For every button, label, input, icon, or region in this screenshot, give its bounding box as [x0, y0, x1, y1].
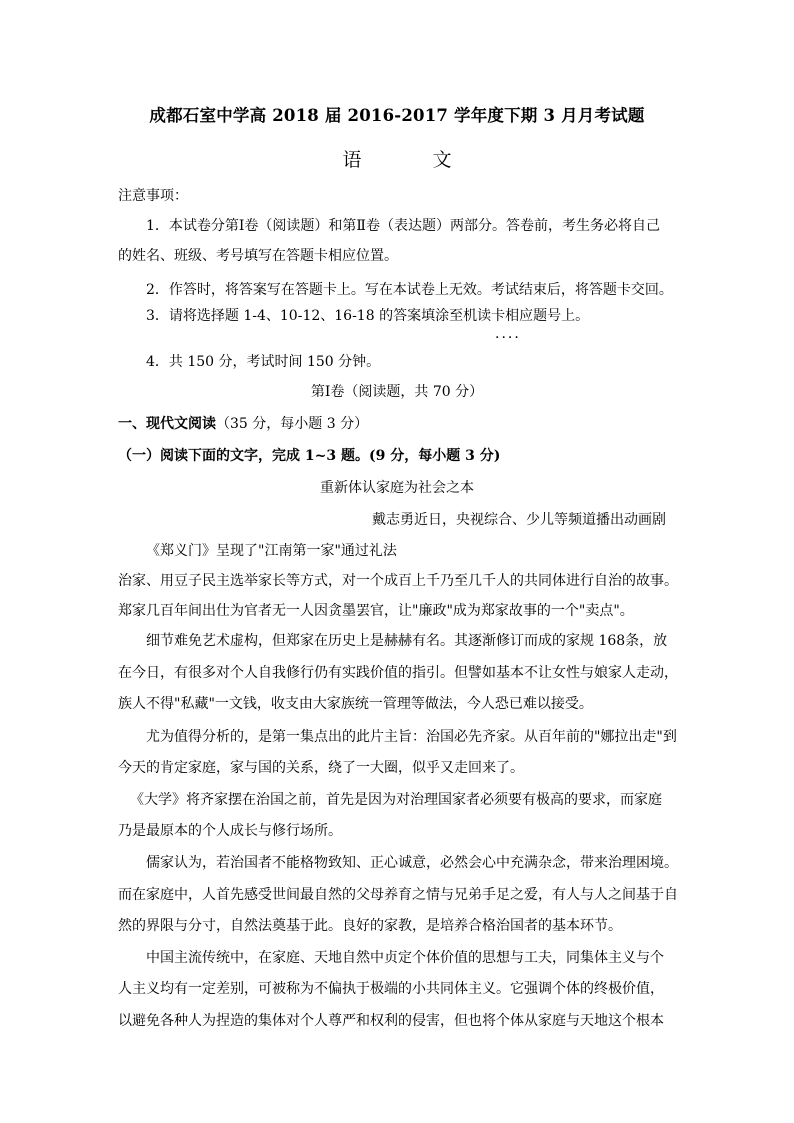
- article-line: 在今日，有很多对个人自我修行仍有实践价值的指引。但譬如基本不让女性与娘家人走动，: [118, 665, 678, 681]
- article-line: 中国主流传统中，在家庭、天地自然中贞定个体价值的思想与工夫，同集体主义与个: [146, 950, 664, 966]
- notice-item-1: 1．本试卷分第Ⅰ卷（阅读题）和第Ⅱ卷（表达题）两部分。答卷前，考生务必将自己: [146, 218, 660, 234]
- sub-section-1-heading: （一）阅读下面的文字，完成 1~3 题。(9 分，每小题 3 分): [118, 448, 501, 464]
- exam-title: 成都石室中学高 2018 届 2016-2017 学年度下期 3 月月考试题: [149, 106, 645, 125]
- article-line: 然的界限与分寸，自然法奠基于此。良好的家教，是培养合格治国者的基本环节。: [118, 918, 622, 934]
- article-line: 细节难免艺术虚构，但郑家在历史上是赫赫有名。其逐渐修订而成的家规 168条，放: [146, 633, 668, 649]
- article-line: 尤为值得分析的，是第一集点出的此片主旨：治国必先齐家。从百年前的"娜拉出走"到: [146, 729, 677, 745]
- notice-item-2: 2．作答时，将答案写在答题卡上。写在本试卷上无效。考试结束后，将答题卡交回。: [146, 282, 673, 298]
- article-author-line: 戴志勇近日，央视综合、少儿等频道播出动画剧: [372, 512, 666, 528]
- article-line: 而在家庭中，人首先感受世间最自然的父母养育之情与兄弟手足之爱，有人与人之间基于自: [118, 887, 678, 903]
- part1-heading: 第Ⅰ卷（阅读题，共 70 分）: [310, 384, 484, 400]
- section1-note: （35 分，每小题 3 分）: [216, 416, 369, 432]
- notice-heading: 注意事项：: [118, 188, 188, 204]
- article-title: 重新体认家庭为社会之本: [320, 480, 474, 496]
- article-line: 族人不得"私藏"一文钱，收支由大家族统一管理等做法，今人恐已难以接受。: [118, 696, 593, 712]
- notice-item-4: 4．共 150 分，考试时间 150 分钟。: [146, 354, 381, 370]
- article-line: 治家、用豆子民主选举家长等方式，对一个成百上千乃至几千人的共同体进行自治的故事。: [118, 573, 678, 589]
- article-line: 以避免各种人为捏造的集体对个人尊严和权利的侵害，但也将个体从家庭与天地这个根本: [118, 1013, 664, 1029]
- article-line: 郑家几百年间出仕为官者无一人因贪墨罢官，让"廉政"成为郑家故事的一个"卖点"。: [118, 603, 634, 619]
- article-line: 儒家认为，若治国者不能格物致知、正心诚意，必然会心中充满杂念，带来治理困境。: [146, 855, 678, 871]
- article-line: 今天的肯定家庭，家与国的关系，绕了一大圈，似乎又走回来了。: [118, 760, 524, 776]
- subject-title: 语 文: [342, 149, 478, 171]
- section1-heading: [118, 414, 368, 434]
- section1-title: 一、现代文阅读: [118, 416, 216, 432]
- article-line: 《郑义门》呈现了"江南第一家"通过礼法: [146, 543, 397, 559]
- emphasis-dots: ····: [495, 330, 521, 346]
- notice-item-3: 3．请将选择题 1-4、10-12、16-18 的答案填涂至机读卡相应题号上。: [146, 308, 590, 324]
- article-line: 乃是最原本的个人成长与修行场所。: [118, 823, 342, 839]
- article-line: 人主义均有一定差别，可被称为不偏执于极端的小共同体主义。它强调个体的终极价值，: [118, 981, 664, 997]
- article-line: 《大学》将齐家摆在治国之前，首先是因为对治理国家者必须要有极高的要求，而家庭: [130, 792, 662, 808]
- notice-item-1-cont: 的姓名、班级、考号填写在答题卡相应位置。: [118, 248, 398, 264]
